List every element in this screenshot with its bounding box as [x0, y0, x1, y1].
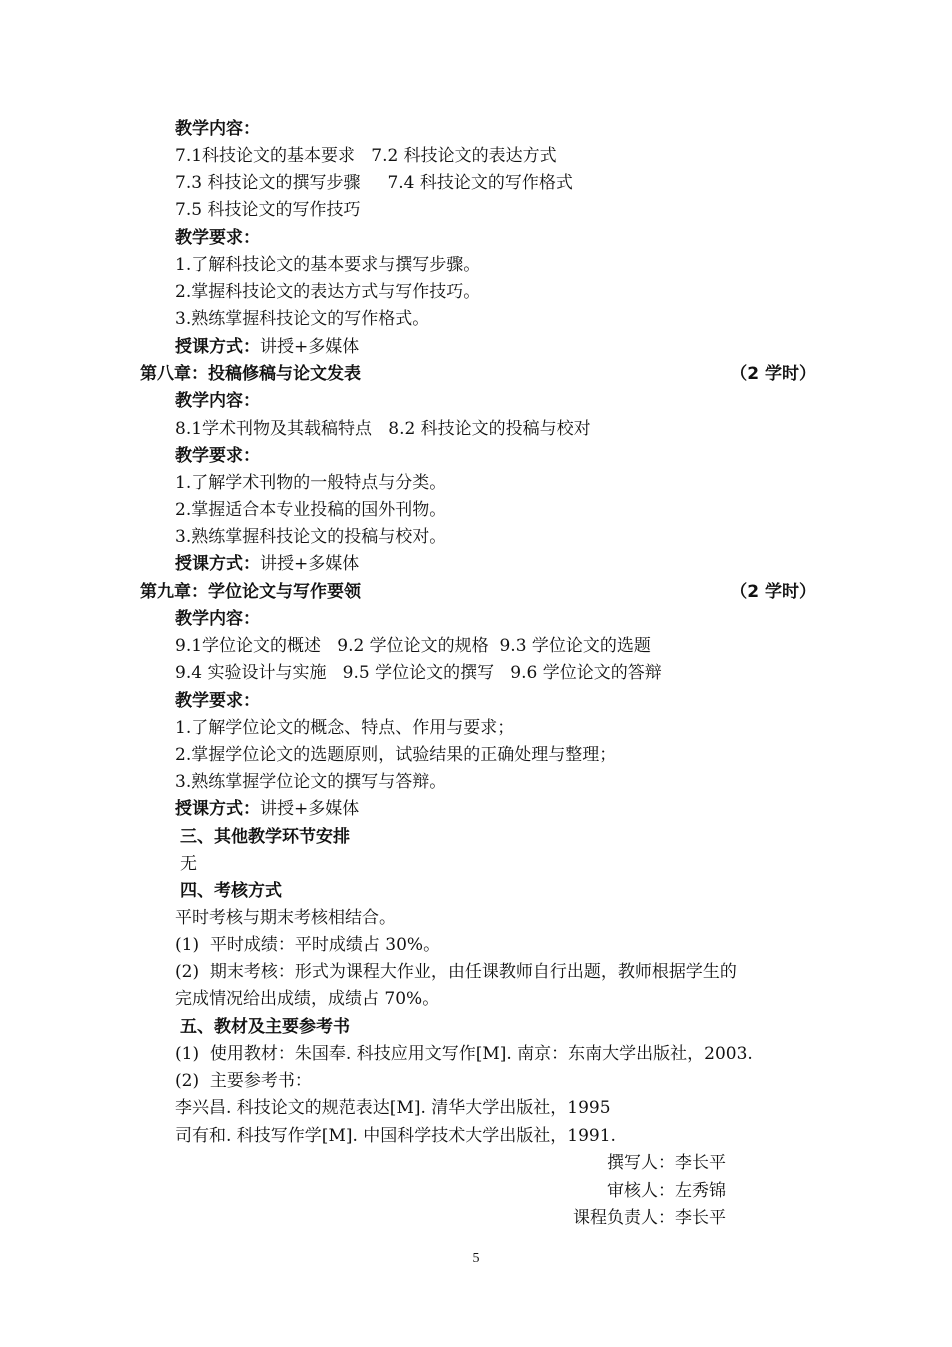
section-4-line: 平时考核与期末考核相结合。 — [175, 908, 396, 928]
ch9-content-line: 9.1学位论文的概述 9.2 学位论文的规格 9.3 学位论文的选题 — [175, 636, 651, 656]
ch8-req-line: 3.熟练掌握科技论文的投稿与校对。 — [175, 527, 447, 547]
ch7-content-line: 7.3 科技论文的撰写步骤 7.4 科技论文的写作格式 — [175, 173, 573, 193]
ch9-method-value: 讲授+多媒体 — [260, 799, 360, 819]
section-5-line: (2) 主要参考书： — [175, 1071, 312, 1091]
ch9-content-line: 9.4 实验设计与实施 9.5 学位论文的撰写 9.6 学位论文的答辩 — [175, 663, 662, 683]
ch7-method — [175, 336, 359, 358]
ch8-content-label: 教学内容： — [175, 391, 260, 411]
ch8-method-label: 授课方式： — [175, 554, 260, 574]
page-number: 5 — [472, 1251, 480, 1266]
ch7-req-line: 1.了解科技论文的基本要求与撰写步骤。 — [175, 255, 481, 275]
ch7-req-line: 2.掌握科技论文的表达方式与写作技巧。 — [175, 282, 481, 302]
ch7-req-line: 3.熟练掌握科技论文的写作格式。 — [175, 309, 430, 329]
ch8-req-label: 教学要求： — [175, 446, 260, 466]
ch9-title: 第九章：学位论文与写作要领 — [140, 582, 361, 602]
section-4-line: 完成情况给出成绩，成绩占 70%。 — [175, 989, 440, 1009]
section-5-title: 五、教材及主要参考书 — [180, 1017, 350, 1037]
ch9-heading — [140, 581, 816, 603]
signature-writer: 撰写人：李长平 — [607, 1153, 726, 1173]
ch8-req-line: 2.掌握适合本专业投稿的国外刊物。 — [175, 500, 447, 520]
ch8-hours: （2 学时） — [730, 364, 816, 384]
section-5-line: (1) 使用教材：朱国奉. 科技应用文写作[M]. 南京：东南大学出版社，2003. — [175, 1044, 753, 1064]
ch8-heading — [140, 363, 816, 385]
signature-reviewer: 审核人：左秀锦 — [607, 1181, 726, 1201]
ch7-content-line: 7.5 科技论文的写作技巧 — [175, 200, 361, 220]
section-5-line: 李兴昌. 科技论文的规范表达[M]. 清华大学出版社，1995 — [175, 1098, 611, 1118]
section-3-title: 三、其他教学环节安排 — [180, 827, 350, 847]
ch9-req-line: 2.掌握学位论文的选题原则，试验结果的正确处理与整理； — [175, 745, 617, 765]
section-4-title: 四、考核方式 — [180, 881, 282, 901]
section-4-line: (1) 平时成绩：平时成绩占 30%。 — [175, 935, 441, 955]
ch9-hours: （2 学时） — [730, 582, 816, 602]
ch9-req-line: 1.了解学位论文的概念、特点、作用与要求； — [175, 718, 515, 738]
ch8-content-line: 8.1学术刊物及其载稿特点 8.2 科技论文的投稿与校对 — [175, 419, 591, 439]
ch8-method — [175, 553, 359, 575]
ch7-content-line: 7.1科技论文的基本要求 7.2 科技论文的表达方式 — [175, 146, 557, 166]
ch9-method-label: 授课方式： — [175, 799, 260, 819]
ch7-method-label: 授课方式： — [175, 337, 260, 357]
ch9-req-line: 3.熟练掌握学位论文的撰写与答辩。 — [175, 772, 447, 792]
section-5-line: 司有和. 科技写作学[M]. 中国科学技术大学出版社，1991. — [175, 1126, 616, 1146]
ch7-method-value: 讲授+多媒体 — [260, 337, 360, 357]
ch8-req-line: 1.了解学术刊物的一般特点与分类。 — [175, 473, 447, 493]
ch9-content-label: 教学内容： — [175, 609, 260, 629]
signature-owner: 课程负责人：李长平 — [573, 1208, 726, 1228]
ch8-method-value: 讲授+多媒体 — [260, 554, 360, 574]
ch7-content-label: 教学内容： — [175, 119, 260, 139]
ch7-req-label: 教学要求： — [175, 228, 260, 248]
ch8-title: 第八章：投稿修稿与论文发表 — [140, 364, 361, 384]
section-4-line: (2) 期末考核：形式为课程大作业，由任课教师自行出题，教师根据学生的 — [175, 962, 737, 982]
section-3-body: 无 — [180, 854, 197, 874]
ch9-method — [175, 798, 359, 820]
ch9-req-label: 教学要求： — [175, 691, 260, 711]
